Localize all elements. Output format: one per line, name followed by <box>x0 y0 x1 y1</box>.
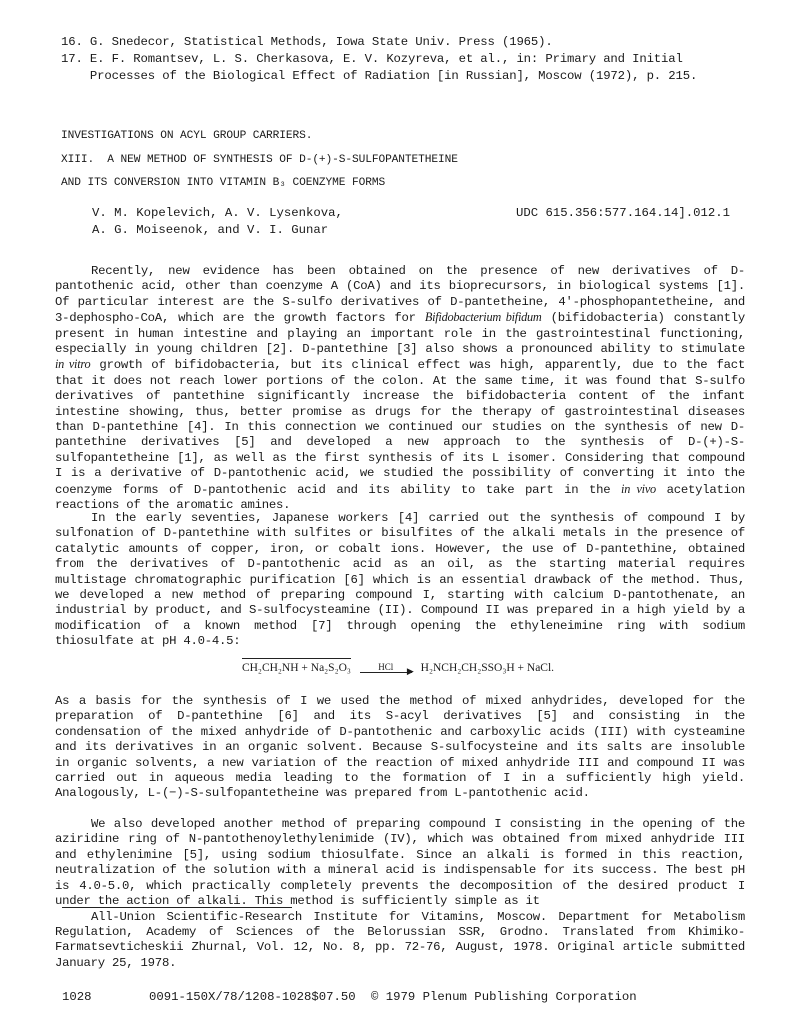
catalyst-label: HCl <box>378 662 394 673</box>
footnote-divider <box>62 907 292 908</box>
paragraph-1 <box>55 264 745 514</box>
arrow-head-icon: ▶ <box>406 666 414 677</box>
paragraph-4: We also developed another method of preparing compound I consisting in the opening of the aziridine ring of N-pantothenoylethylenimide (IV), which was obtained from mixed anhydride III and ethylenimine [5], using sodium thiosulfate. Since an alkali is formed in this reaction, neutralization of the solution with a mineral acid is indispensable for its success. The best pH is 4.0-5.0, which practically completely prevents the decomposition of the desired product I under the action of alkali. This method is sufficiently simple as it <box>55 817 745 909</box>
authors-line2: A. G. Moiseenok, and V. I. Gunar <box>92 223 329 237</box>
paragraph-1-text-c: growth of bifidobacteria, but its clinical effect was high, apparently, due to the fact that it does not reach lower portions of the colon. At the same time, it was found that S-sulfo derivatives of pantethine significantly increase the bifidobacteria content of the infant intestine showing, thus, better promise as drugs for the therapy of gastrointestinal diseases than D-pantethine [4]. In this connection we continued our studies on the synthesis of new D-pantethine derivatives [5] and developed a new approach to the synthesis of D-(+)-S-sulfopantetheine [1], as well as the first synthesis of its L isomer. Considering that compound I is a derivative of D-pantothenic acid, we studied the possibility of converting it into the coenzyme forms of D-pantothenic acid and its ability to take part in the <box>55 358 745 497</box>
article-code: 0091-150X/78/1208-1028$07.50 <box>149 990 356 1004</box>
page-number: 1028 <box>62 990 92 1004</box>
arrow-shaft <box>360 672 412 673</box>
reference-17-line1: 17. E. F. Romantsev, L. S. Cherkasova, E. V. Kozyreva, et al., in: Primary and Initial <box>61 52 683 66</box>
equation-products: H₂NCH₂CH₂SSO₃H + NaCl. <box>420 662 555 674</box>
udc-code: UDC 615.356:577.164.14].012.1 <box>516 206 731 220</box>
reaction-arrow <box>360 662 414 677</box>
footnote: All-Union Scientific-Research Institute for Vitamins, Moscow. Department for Metabolism Regulation, Academy of Sciences of the Belorussian SSR, Grodno. Translated from Khimiko-Farmatsevticheskii Zhurnal, Vol. 12, No. 8, pp. 72-76, August, 1978. Original article submitted January 25, 1978. <box>55 910 745 970</box>
species-name: Bifidobacterium bifidum <box>424 310 542 325</box>
article-title-line2: XIII. A NEW METHOD OF SYNTHESIS OF D-(+)-S-SULFOPANTETHEINE <box>61 154 458 166</box>
reaction-equation <box>0 658 796 676</box>
paragraph-1-text-a: Recently, new evidence has been obtained on the presence of new derivatives of D-pantothenic acid, other than coenzyme A (CoA) and its bioprecursors, in biological systems [1]. Of particular interest are the S-sulfo derivatives of D-pantetheine, 4'-phosphopantetheine, and 3-dephospho-CoA, which are the growth factors for <box>55 264 745 326</box>
authors-line1: V. M. Kopelevich, A. V. Lysenkova, <box>92 206 343 220</box>
paragraph-1-text-d: acetylation reactions of the aromatic amines. <box>55 482 745 513</box>
article-title-line3: AND ITS CONVERSION INTO VITAMIN B₃ COENZYME FORMS <box>61 177 386 189</box>
paragraph-3: As a basis for the synthesis of I we used the method of mixed anhydrides, developed for the preparation of D-pantethine [6] and its S-acyl derivatives [5] and consisting in the condensation of the mixed anhydride of D-pantothenic and carboxylic acids (III) with cysteamine and its derivatives in an organic solvent. Because S-sulfocysteine and its salts are insoluble in organic solvents, a new variation of the reaction of mixed anhydride III and compound II was carried out in aqueous media leading to the formation of I in a sufficiently high yield. Analogously, L-(−)-S-sulfopantetheine was prepared from L-pantothenic acid. <box>55 694 745 801</box>
paragraph-1-text-b: (bifidobacteria) constantly present in human intestine and playing an important role in the gastrointestinal functioning, especially in young children [2]. D-pantethine [3] also shows a pronounced ability to stimulate <box>55 311 745 357</box>
in-vivo-term: in vivo <box>621 481 656 496</box>
equation-reactants: CH₂CH₂NH + Na₂S₂O₃ <box>242 658 351 676</box>
reference-17-line2: Processes of the Biological Effect of Radiation [in Russian], Moscow (1972), p. 215. <box>61 69 698 83</box>
article-title-line1: INVESTIGATIONS ON ACYL GROUP CARRIERS. <box>61 130 313 142</box>
reference-16: 16. G. Snedecor, Statistical Methods, Iowa State Univ. Press (1965). <box>61 35 553 49</box>
copyright: © 1979 Plenum Publishing Corporation <box>371 990 637 1004</box>
paragraph-2: In the early seventies, Japanese workers [4] carried out the synthesis of compound I by sulfonation of D-pantethine with sulfites or bisulfites of the alkali metals in the presence of catalytic amounts of copper, iron, or cobalt ions. However, the use of D-pantethine, obtained from the derivatives of D-pantothenic acid as an oil, as the starting material requires multistage chromatographic purification [6] which is an essential drawback of the method. Thus, we developed a new method of preparing compound I, starting with calcium D-pantothenate, an industrial by product, and S-sulfocysteamine (II). Compound II was prepared in a high yield by a modification of a known method [7] through opening the ethyleneimine ring with sodium thiosulfate at pH 4.0-4.5: <box>55 511 745 649</box>
in-vitro-term: in vitro <box>55 357 91 372</box>
